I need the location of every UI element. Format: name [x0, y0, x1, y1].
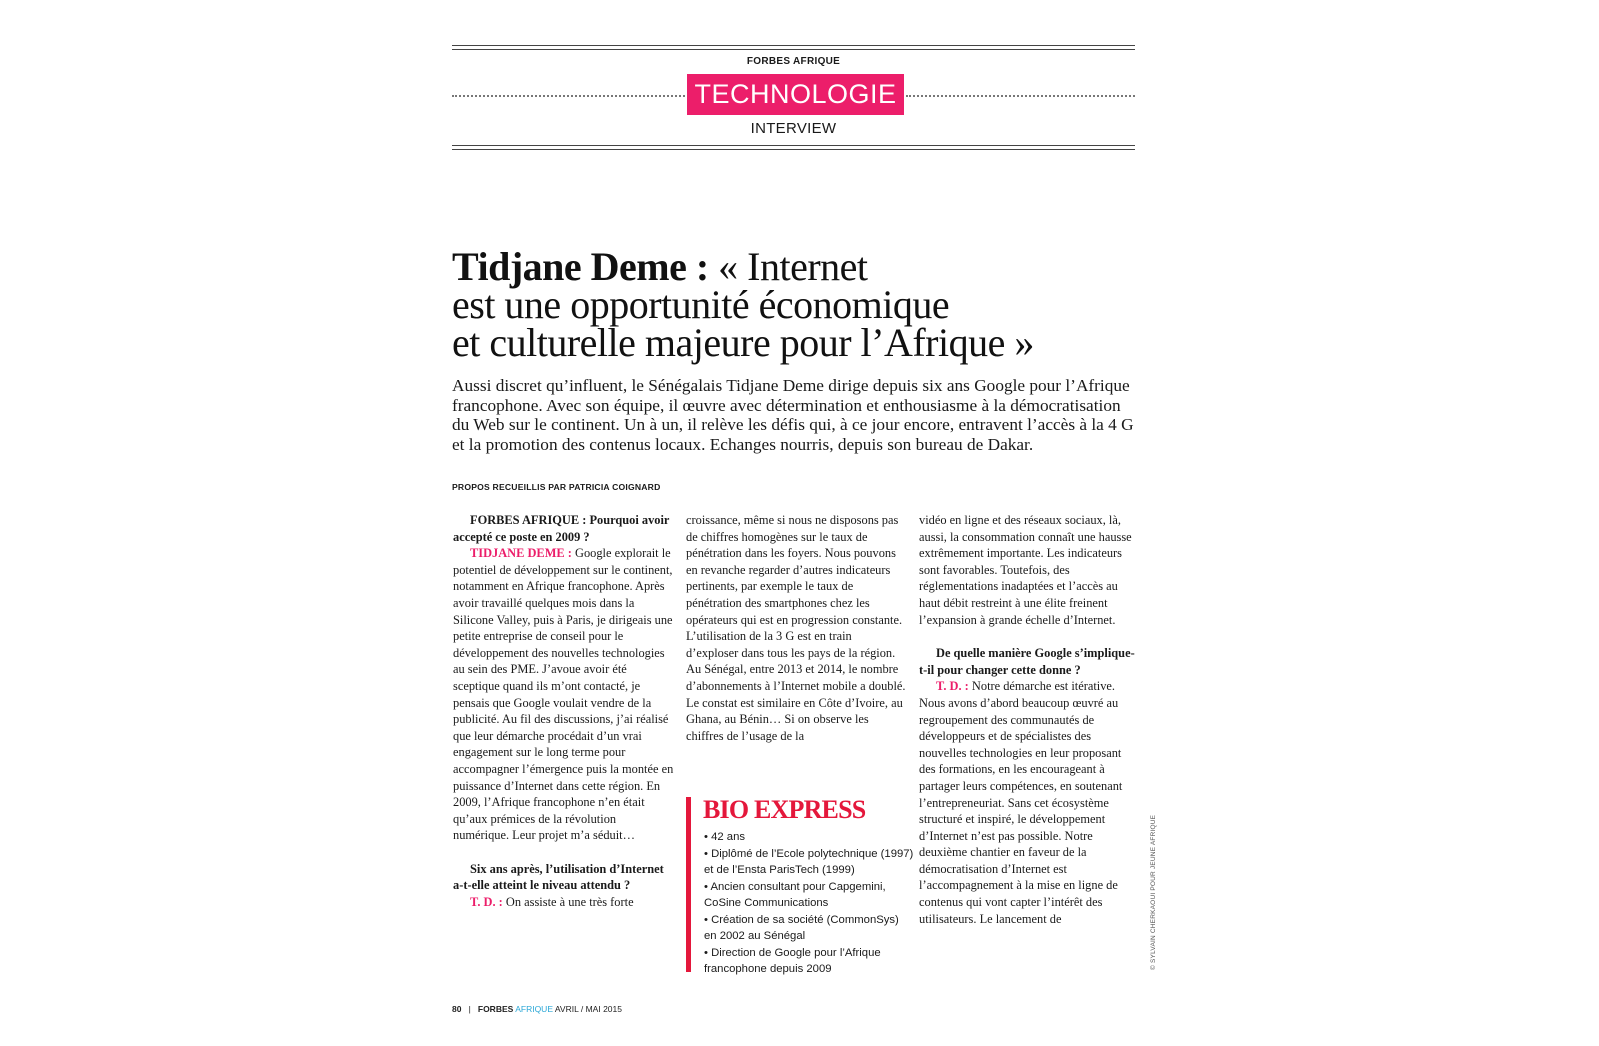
article-standfirst: Aussi discret qu’influent, le Sénégalais Tidjane Deme dirige depuis six ans Google pour l’Afrique francophone. Avec son équipe, il œuvre avec détermination et enthousiasme à la démocratisation du Web sur le continent. Un à un, il relève les défis qui, à ce jour encore, entravent l’accès à la 4 G et la promotion des contenus locaux. Echanges nourris, depuis son bureau de Dakar. [452, 376, 1134, 455]
section-badge: TECHNOLOGIE [687, 74, 904, 115]
headline-quote-start: « Internet [718, 244, 868, 289]
speaker-label: T. D. : [470, 895, 503, 910]
answer-2-end: vidéo en ligne et des réseaux sociaux, là, aussi, la consommation connaît une hausse extrêmement importante. Les indicateurs sont favorables. Toutefois, des réglementations inadaptées et l’accès au haut débit restreint à une élite freinent l’expansion à grande échelle d’Internet. [919, 513, 1132, 627]
bio-list [704, 829, 914, 978]
answer-1-text: Google explorait le potentiel de développement sur le continent, notamment en Afrique francophone. Après avoir travaillé quelques mois dans la Silicone Valley, puis à Paris, je dirigeais une petite entreprise de conseil pour le développement des nouvelles technologies au sein des PME. J’avoue avoir été sceptique quand ils m’ont contacté, je pensais que Google voulait vendre de la publicité. Au fil des discussions, j’ai réalisé que leur démarche procédait d’un vrai engagement sur le long terme pour accompagner l’émergence puis la montée en puissance d’Internet dans cette région. En 2009, l’Afrique francophone n’en était qu’aux prémices de la révolution numérique. Leur projet m’a séduit… [453, 546, 674, 843]
footer-issue: AVRIL / MAI 2015 [554, 1004, 622, 1014]
section-subtitle: INTERVIEW [750, 120, 837, 137]
article-column-3 [919, 512, 1137, 927]
speaker-label: TIDJANE DEME : [470, 546, 572, 561]
article-headline [452, 244, 1152, 365]
header-brand: FORBES AFRIQUE [746, 56, 841, 67]
headline-line-1 [452, 244, 1152, 289]
answer-3-text: Notre démarche est itérative. Nous avons d’abord beaucoup œuvré au regroupement des communautés de développeurs et de spécialistes des nouvelles technologies en leur proposant des formations, en les encourageant à partager leurs compétences, en soutenant l’entrepreneuriat. Sans cet écosystème structuré et inspiré, le développement d’Internet n’est pas possible. Notre deuxième chantier en faveur de la démocratisation d’Internet est l’accompagnement à la mise en ligne de contenus qui vont capter l’intérêt des utilisateurs. Le lancement de [919, 679, 1123, 926]
article-column-2 [686, 512, 906, 744]
bio-item: • 42 ans [704, 831, 746, 843]
footer-brand: FORBES [477, 1004, 514, 1014]
question-3: De quelle manière Google s’implique-t-il pour changer cette donne ? [919, 646, 1135, 677]
bio-item: • Ancien consultant pour Capgemini, CoSine Communications [704, 880, 886, 909]
article-byline: PROPOS RECUEILLIS PAR PATRICIA COIGNARD [452, 482, 661, 492]
footer-brand-accent: AFRIQUE [515, 1004, 553, 1014]
page-number: 80 [452, 1004, 462, 1014]
dotted-rule-right [906, 95, 1135, 97]
photo-credit: © SYLVAIN CHERKAOUI POUR JEUNE AFRIQUE [1150, 814, 1157, 970]
bio-item: • Direction de Google pour l’Afrique francophone depuis 2009 [704, 946, 881, 975]
bio-item: • Diplômé de l’Ecole polytechnique (1997) et de l’Ensta ParisTech (1999) [704, 847, 914, 876]
answer-1 [453, 545, 675, 844]
speaker-label: T. D. : [936, 679, 969, 694]
answer-2-continued: croissance, même si nous ne disposons pas de chiffres homogènes sur le taux de pénétration dans les foyers. Nous pouvons en revanche regarder d’autres indicateurs pertinents, par exemple le taux de pénétration des smartphones chez les opérateurs qui est en progression constante. L’utilisation de la 3 G est en train d’exploser dans tous les pays de la région. Au Sénégal, entre 2013 et 2014, le nombre d’abonnements à l’Internet mobile a doublé. Le constat est similaire en Côte d’Ivoire, au Ghana, au Bénin… Si on observe les chiffres de l’usage de la [686, 513, 906, 743]
question-1: FORBES AFRIQUE : Pourquoi avoir accepté ce poste en 2009 ? [453, 513, 670, 544]
page-footer [452, 1004, 622, 1014]
bio-title: BIO EXPRESS [703, 795, 866, 824]
dotted-rule-left [452, 95, 685, 97]
question-2: Six ans après, l’utilisation d’Internet a-t-elle atteint le niveau attendu ? [453, 861, 664, 893]
headline-line-3: et culturelle majeure pour l’Afrique » [452, 320, 1034, 365]
bio-item: • Création de sa société (CommonSys) en 2002 au Sénégal [704, 913, 899, 942]
article-column-1 [453, 512, 675, 911]
headline-name: Tidjane Deme : [452, 244, 709, 289]
footer-separator: | [468, 1004, 471, 1014]
header-rule-top [452, 45, 1135, 50]
answer-2 [453, 894, 675, 911]
header-rule-bottom [452, 145, 1135, 150]
bio-accent-bar [686, 797, 691, 972]
headline-line-2: est une opportunité économique [452, 282, 950, 327]
answer-3 [919, 678, 1137, 927]
answer-2-start: On assiste à une très forte [505, 895, 634, 910]
